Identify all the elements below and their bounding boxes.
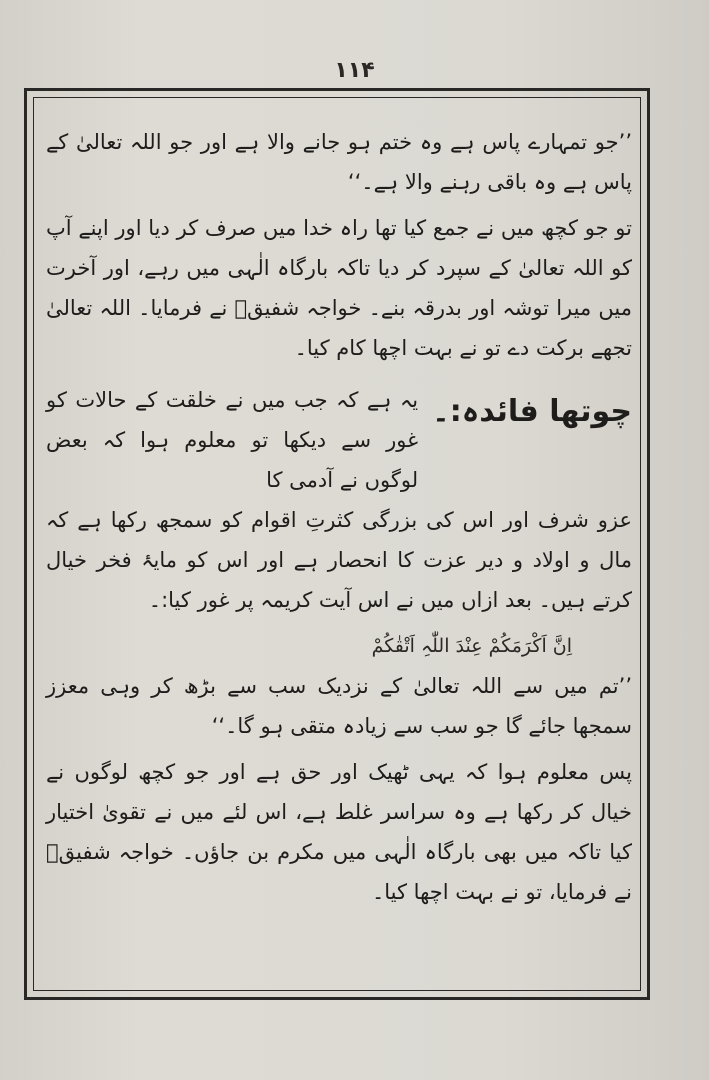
page-number: ۱۱۴ [334,58,375,83]
quote-paragraph-4: ’’تم میں سے اللہ تعالیٰ کے نزدیک سب سے بڑھ کر وہی معزز سمجھا جائے گا جو سب سے زیادہ متقی ہو گا۔‘‘ [46,674,632,738]
fourth-benefit-section [46,380,632,500]
arabic-verse: اِنَّ اَکْرَمَکُمْ عِنْدَ اللّٰہِ اَتْقٰکُمْ [371,635,572,657]
paragraph-3: عزو شرف اور اس کی بزرگی کثرتِ اقوام کو سمجھ رکھا ہے کہ مال و اولاد و دیر عزت کا انحصار ہے اور اس کو مایۂ فخر خیال کرتے ہیں۔ بعد ازاں میں نے اس آیت کریمہ پر غور کیا:۔ [46,508,632,612]
paragraph-3-intro: یہ ہے کہ جب میں نے خلقت کے حالات کو غور سے دیکھا تو معلوم ہوا کہ بعض لوگوں نے آدمی کا [46,388,419,492]
quote-paragraph-1: ’’جو تمہارے پاس ہے وہ ختم ہو جانے والا ہے اور جو اللہ تعالیٰ کے پاس ہے وہ باقی رہنے والا ہے۔‘‘ [46,130,632,194]
paragraph-2: تو جو کچھ میں نے جمع کیا تھا راہ خدا میں صرف کر دیا اور اپنے آپ کو اللہ تعالیٰ کے سپرد کر دیا تاکہ بارگاہ الٰہی میں رہے، اور آخرت میں میرا توشہ اور بدرقہ بنے۔ خواجہ شفیقؒ نے فرمایا۔ اللہ تعالیٰ تجھے برکت دے تو نے بہت اچھا کام کیا۔ [46,216,632,360]
paragraph-5: پس معلوم ہوا کہ یہی ٹھیک اور حق ہے اور جو کچھ لوگوں نے خیال کر رکھا ہے وہ سراسر غلط ہے، اس لئے میں نے تقویٰ اختیار کیا تاکہ میں بھی بارگاہ الٰہی میں مکرم بن جاؤں۔ خواجہ شفیقؒ نے فرمایا، تو نے بہت اچھا کیا۔ [46,760,632,904]
page-text-body [46,122,632,912]
section-heading: چوتھا فائدہ:۔ [432,394,632,429]
